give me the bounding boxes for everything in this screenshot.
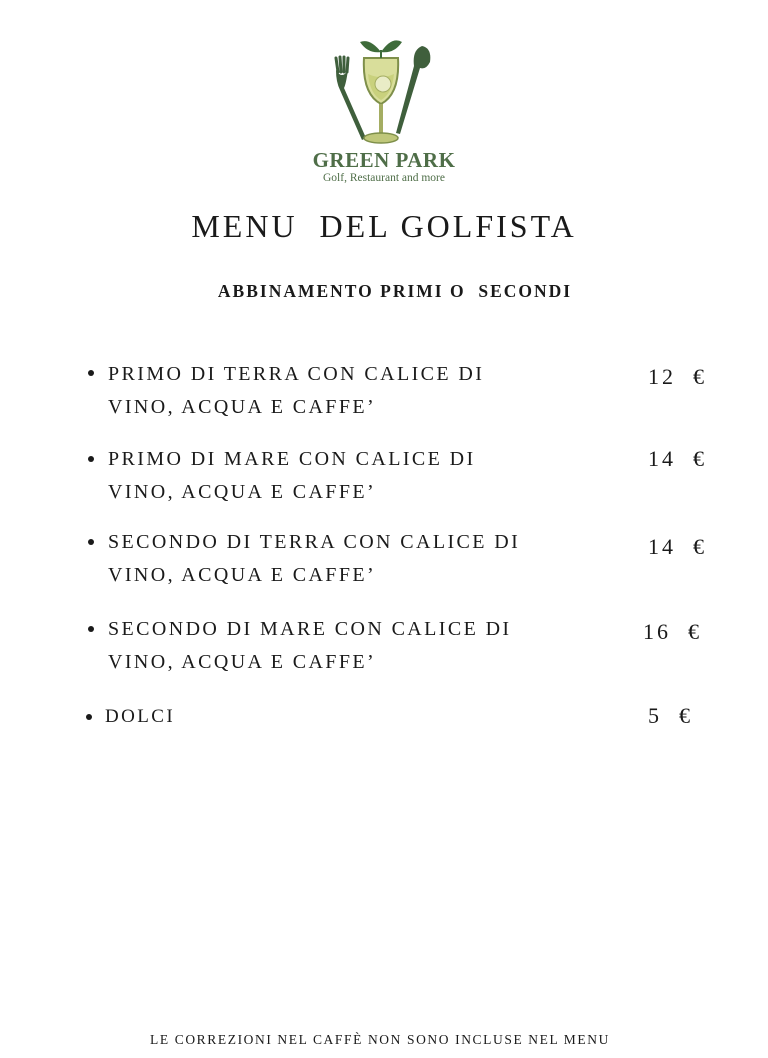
bullet-point <box>88 370 94 376</box>
brand-name: GREEN PARK <box>312 148 456 172</box>
menu-item-price: 14 € <box>648 446 707 471</box>
bullet-point <box>88 626 94 632</box>
logo <box>0 34 768 194</box>
brand-tagline: Golf, Restaurant and more <box>323 172 445 184</box>
menu-item-label: SECONDO DI MARE CON CALICE DI VINO, ACQUA E CAFFE’ <box>108 618 512 673</box>
footer-note: LE CORREZIONI NEL CAFFÈ NON SONO INCLUSE NEL MENU <box>150 1032 610 1047</box>
wine-glass-with-fork-and-golf-club-icon <box>326 34 436 148</box>
bullet-point <box>88 539 94 545</box>
menu-item-label: DOLCI <box>105 706 176 727</box>
menu-item-label: SECONDO DI TERRA CON CALICE DI VINO, ACQUA E CAFFE’ <box>108 531 521 586</box>
menu-item-price: 14 € <box>648 534 707 559</box>
menu-title: MENU DEL GOLFISTA <box>191 208 577 244</box>
bullet-point <box>86 714 92 720</box>
bullet-point <box>88 456 94 462</box>
menu-item-label: PRIMO DI TERRA CON CALICE DI VINO, ACQUA E CAFFE’ <box>108 363 485 418</box>
menu-item-price: 5 € <box>648 703 693 728</box>
menu-item-label: PRIMO DI MARE CON CALICE DI VINO, ACQUA E CAFFE’ <box>108 448 476 503</box>
menu-subtitle: ABBINAMENTO PRIMI O SECONDI <box>217 281 573 301</box>
menu-item-price: 12 € <box>648 364 707 389</box>
menu-item-price: 16 € <box>643 619 702 644</box>
